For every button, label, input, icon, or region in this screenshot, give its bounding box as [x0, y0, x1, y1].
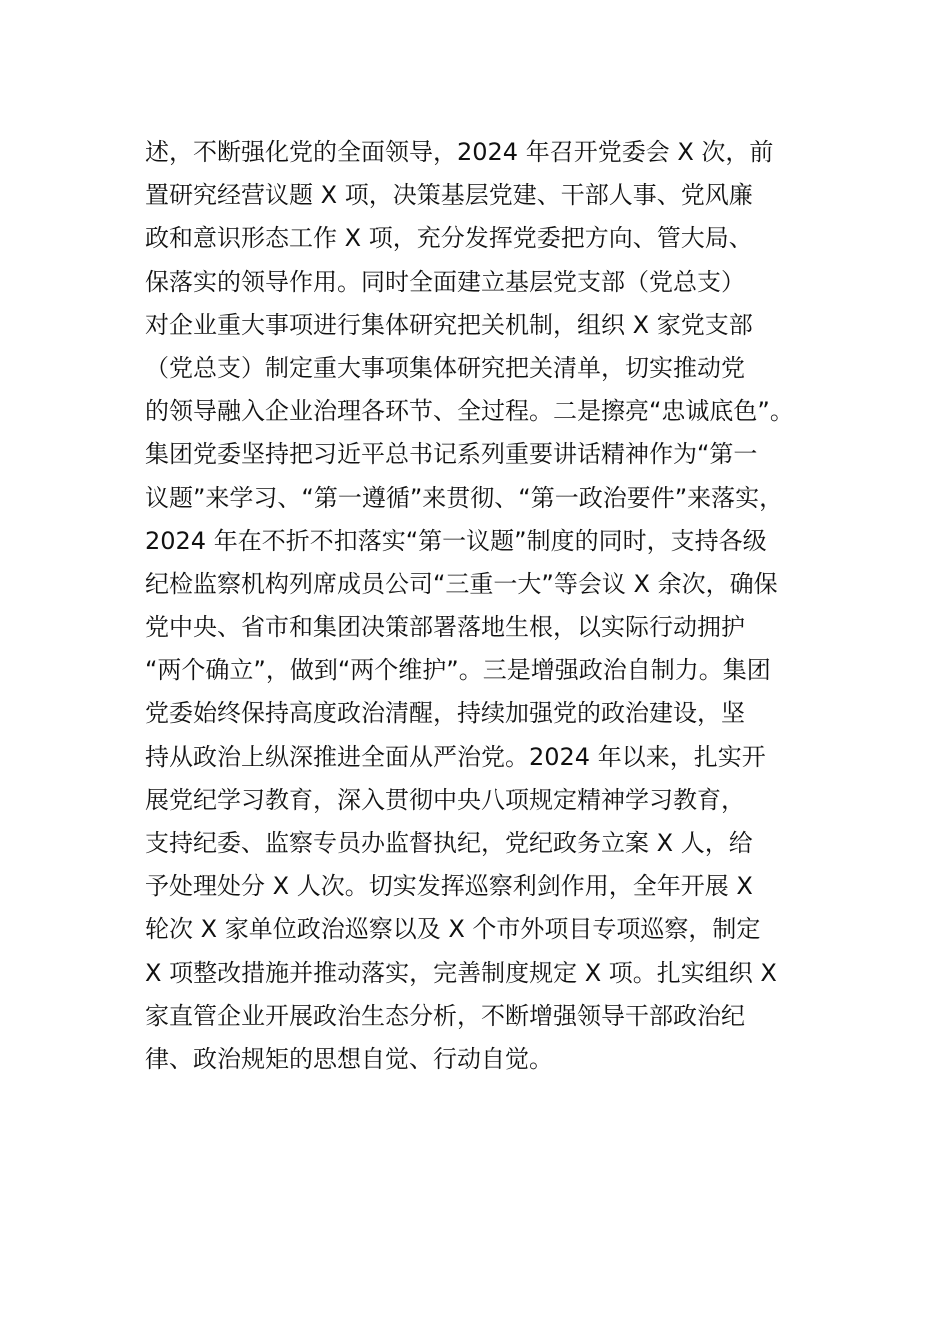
text-line: 置研究经营议题 X 项，决策基层党建、干部人事、党风廉	[145, 181, 753, 210]
text-line: 党中央、省市和集团决策部署落地生根，以实际行动拥护	[145, 613, 745, 642]
text-line: 保落实的领导作用。同时全面建立基层党支部（党总支）	[145, 267, 745, 296]
text-line: “两个确立”，做到“两个维护”。三是增强政治自制力。集团	[145, 656, 771, 685]
text-line: 的领导融入企业治理各环节、全过程。二是擦亮“忠诚底色”。	[145, 397, 794, 426]
text-line: 律、政治规矩的思想自觉、行动自觉。	[145, 1044, 553, 1073]
text-line: 对企业重大事项进行集体研究把关机制，组织 X 家党支部	[145, 310, 753, 339]
text-line: 党委始终保持高度政治清醒，持续加强党的政治建设，坚	[145, 699, 745, 728]
text-line: 集团党委坚持把习近平总书记系列重要讲话精神作为“第一	[145, 440, 758, 469]
text-line: 持从政治上纵深推进全面从严治党。2024 年以来，扎实开	[145, 742, 766, 771]
text-line: （党总支）制定重大事项集体研究把关清单，切实推动党	[145, 353, 745, 382]
text-line: 2024 年在不折不扣落实“第一议题”制度的同时，支持各级	[145, 526, 767, 555]
text-line: 家直管企业开展政治生态分析，不断增强领导干部政治纪	[145, 1001, 745, 1030]
text-line: X 项整改措施并推动落实，完善制度规定 X 项。扎实组织 X	[145, 958, 777, 987]
body-paragraph	[145, 131, 825, 1081]
text-line: 议题”来学习、“第一遵循”来贯彻、“第一政治要件”来落实，	[145, 483, 784, 512]
text-line: 予处理处分 X 人次。切实发挥巡察利剑作用，全年开展 X	[145, 872, 753, 901]
text-line: 轮次 X 家单位政治巡察以及 X 个市外项目专项巡察，制定	[145, 915, 761, 944]
text-line: 支持纪委、监察专员办监督执纪，党纪政务立案 X 人，给	[145, 829, 753, 857]
text-line: 展党纪学习教育，深入贯彻中央八项规定精神学习教育，	[145, 785, 745, 814]
text-line: 纪检监察机构列席成员公司“三重一大”等会议 X 余次，确保	[145, 569, 778, 598]
text-line: 述，不断强化党的全面领导，2024 年召开党委会 X 次，前	[145, 138, 774, 166]
text-line: 政和意识形态工作 X 项，充分发挥党委把方向、管大局、	[145, 224, 753, 253]
